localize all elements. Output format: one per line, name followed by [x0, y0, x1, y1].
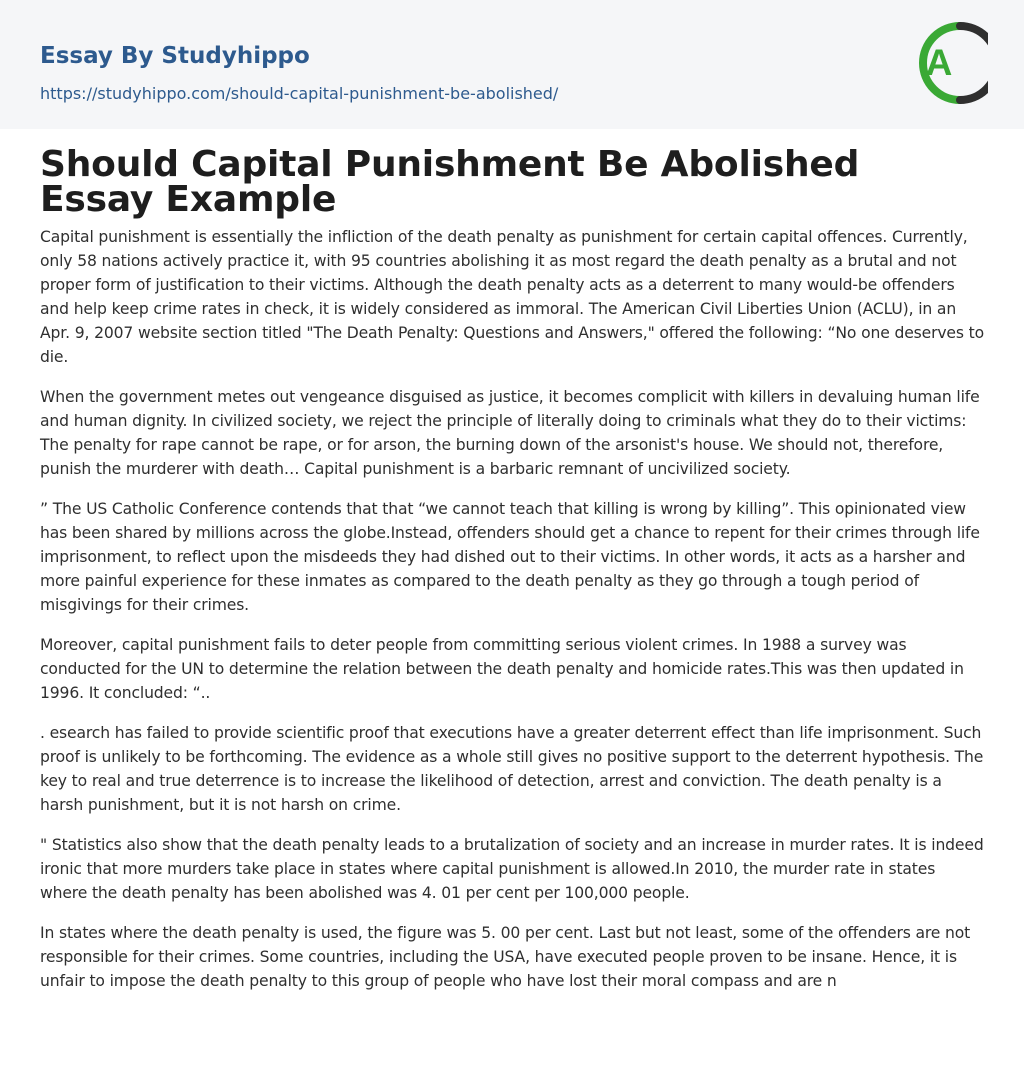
- essay-paragraph-3: ” The US Catholic Conference contends that that “we cannot teach that killing is wrong by killing”. This opinionated view has been shared by millions across the globe.Instead, offenders should get a chance to repent for their crimes through life imprisonment, to reflect upon the misdeeds they had dished out to their victims. In other words, it acts as a harsher and more painful experience for these inmates as compared to the death penalty as they go through a tough period of misgivings for their crimes.: [40, 500, 980, 614]
- brand-title[interactable]: Essay By Studyhippo: [40, 43, 310, 69]
- page-title: Should Capital Punishment Be Abolished Essay Example: [40, 144, 860, 220]
- essay-paragraph-1: Capital punishment is essentially the infliction of the death penalty as punishment for certain capital offences. Currently, only 58 nations actively practice it, with 95 countries abolishing it as most regard the death penalty as a brutal and not proper form of justification to their victims. Although the death penalty acts as a deterrent to many would-be offenders and help keep crime rates in check, it is widely considered as immoral. The American Civil Liberties Union (ACLU), in an Apr. 9, 2007 website section titled "The Death Penalty: Questions and Answers," offered the following: “No one deserves to die.: [40, 228, 984, 366]
- essay-paragraph-4: Moreover, capital punishment fails to deter people from committing serious violent crimes. In 1988 a survey was conducted for the UN to determine the relation between the death penalty and homicide rates.This was then updated in 1996. It concluded: “..: [40, 636, 964, 702]
- site-header: [0, 0, 1024, 129]
- essay-content: [0, 144, 1024, 993]
- essay-paragraph-2: When the government metes out vengeance disguised as justice, it becomes complicit with killers in devaluing human life and human dignity. In civilized society, we reject the principle of literally doing to criminals what they do to their victims: The penalty for rape cannot be rape, or for arson, the burning down of the arsonist's house. We should not, therefore, punish the murderer with death… Capital punishment is a barbaric remnant of uncivilized society.: [40, 388, 980, 478]
- logo-letter: A: [925, 42, 953, 83]
- essay-paragraph-5: . esearch has failed to provide scientific proof that executions have a greater deterrent effect than life imprisonment. Such proof is unlikely to be forthcoming. The evidence as a whole still gives no positive support to the deterrent hypothesis. The key to real and true deterrence is to increase the likelihood of detection, arrest and conviction. The death penalty is a harsh punishment, but it is not harsh on crime.: [40, 724, 984, 814]
- essay-url-link[interactable]: https://studyhippo.com/should-capital-punishment-be-abolished/: [40, 84, 559, 103]
- studyhippo-logo-icon[interactable]: [908, 16, 988, 110]
- essay-paragraph-6: " Statistics also show that the death penalty leads to a brutalization of society and an increase in murder rates. It is indeed ironic that more murders take place in states where capital punishment is allowed.In 2010, the murder rate in states where the death penalty has been abolished was 4. 01 per cent per 100,000 people.: [40, 836, 984, 902]
- essay-paragraph-7: In states where the death penalty is used, the figure was 5. 00 per cent. Last but not least, some of the offenders are not responsible for their crimes. Some countries, including the USA, have executed people proven to be insane. Hence, it is unfair to impose the death penalty to this group of people who have lost their moral compass and are n: [40, 924, 971, 990]
